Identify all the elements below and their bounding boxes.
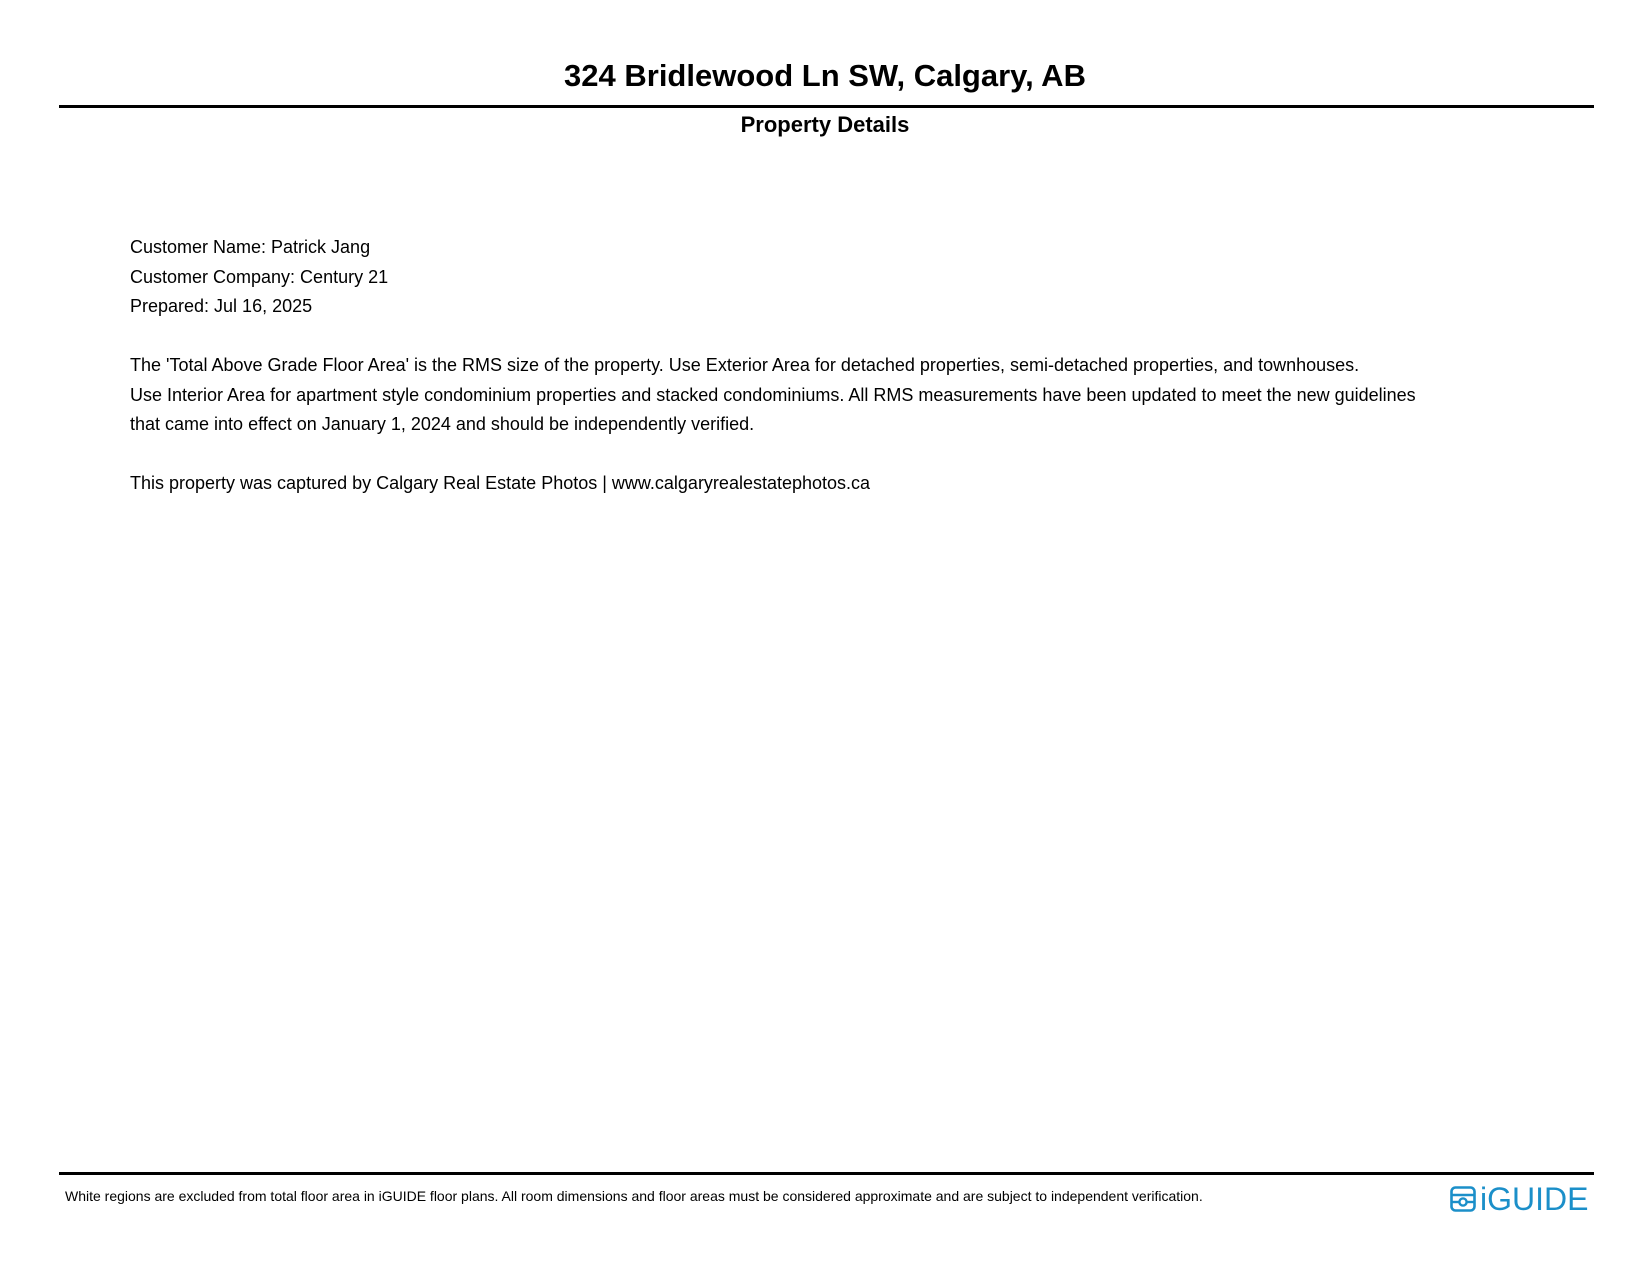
page-title: 324 Bridlewood Ln SW, Calgary, AB [564, 58, 1086, 93]
page-subtitle: Property Details [740, 112, 910, 137]
rms-note-line-3: that came into effect on January 1, 2024 and should be independently verified. [130, 414, 755, 434]
iguide-logo-text: iGUIDE [1480, 1181, 1589, 1217]
spacer [130, 440, 1530, 470]
iguide-logo [1450, 1182, 1588, 1216]
property-details [130, 233, 1530, 499]
customer-company: Customer Company: Century 21 [130, 266, 389, 287]
iguide-camera-icon [1450, 1186, 1476, 1212]
title-divider [59, 105, 1594, 108]
footer-divider [59, 1172, 1594, 1175]
rms-note-line-1: The 'Total Above Grade Floor Area' is the RMS size of the property. Use Exterior Area for detached properties, semi-detached properties, and townhouses. [130, 355, 1360, 375]
prepared-date: Prepared: Jul 16, 2025 [130, 296, 313, 316]
customer-name: Customer Name: Patrick Jang [130, 237, 371, 257]
rms-note-line-2: Use Interior Area for apartment style condominium properties and stacked condominiums. All RMS measurements have been updated to meet the new guidelines [130, 384, 1416, 405]
spacer [130, 322, 1530, 352]
captured-by: This property was captured by Calgary Real Estate Photos | www.calgaryrealestatephotos.ca [130, 473, 871, 493]
footer-disclaimer: White regions are excluded from total floor area in iGUIDE floor plans. All room dimensions and floor areas must be considered approximate and are subject to independent verification. [65, 1188, 1203, 1204]
